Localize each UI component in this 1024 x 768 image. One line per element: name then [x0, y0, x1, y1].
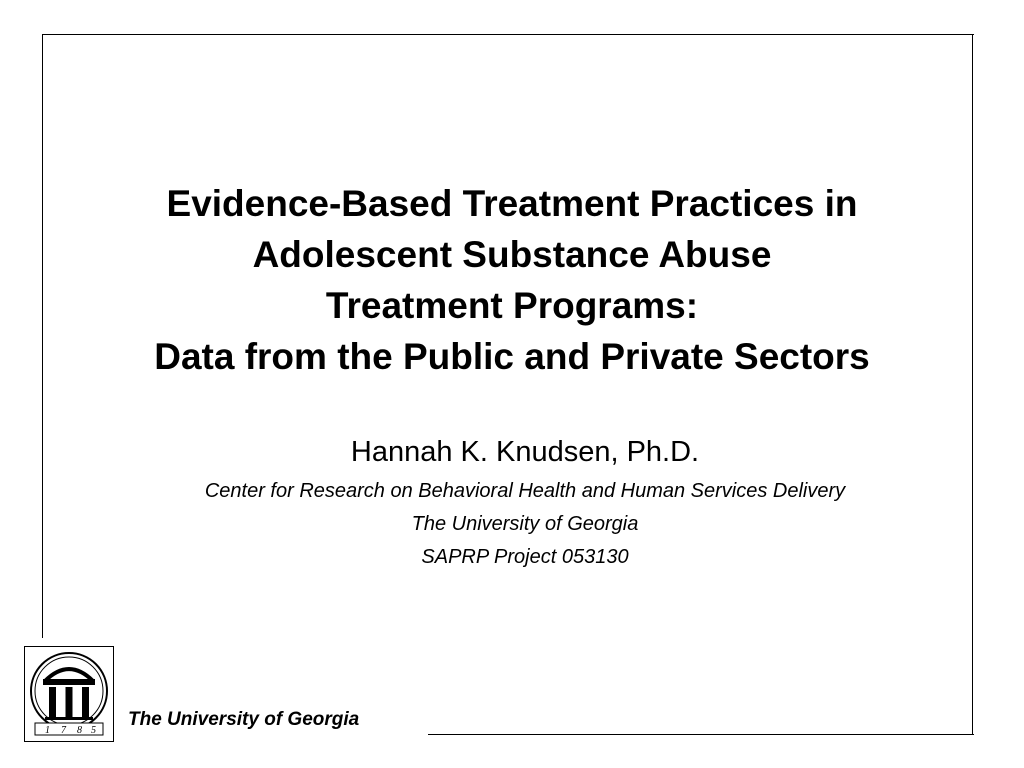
university-logo: [24, 646, 114, 742]
logo-year-digit: 7: [61, 725, 66, 736]
affiliation-center: Center for Research on Behavioral Health and Human Services Delivery: [204, 480, 846, 502]
logo-year-digit: 5: [91, 725, 96, 736]
title-line: Evidence-Based Treatment Practices in: [166, 183, 858, 224]
logo-year-digit: 1: [45, 725, 50, 736]
title-line: Data from the Public and Private Sectors: [154, 336, 870, 377]
title-line: Adolescent Substance Abuse: [252, 234, 772, 275]
affiliation-university: The University of Georgia: [411, 513, 639, 535]
affiliation-project: SAPRP Project 053130: [421, 546, 629, 568]
footer-institution: The University of Georgia: [128, 709, 360, 730]
frame-right-border: [972, 34, 973, 734]
logo-year-digit: 8: [77, 725, 82, 736]
author-name: Hannah K. Knudsen, Ph.D.: [350, 436, 700, 468]
frame-top-border: [42, 34, 974, 35]
title-line: Treatment Programs:: [325, 285, 699, 326]
frame-left-border: [42, 34, 43, 638]
frame-bottom-border: [428, 734, 974, 735]
arch-logo-icon: [25, 647, 113, 741]
slide-title: [60, 178, 964, 382]
